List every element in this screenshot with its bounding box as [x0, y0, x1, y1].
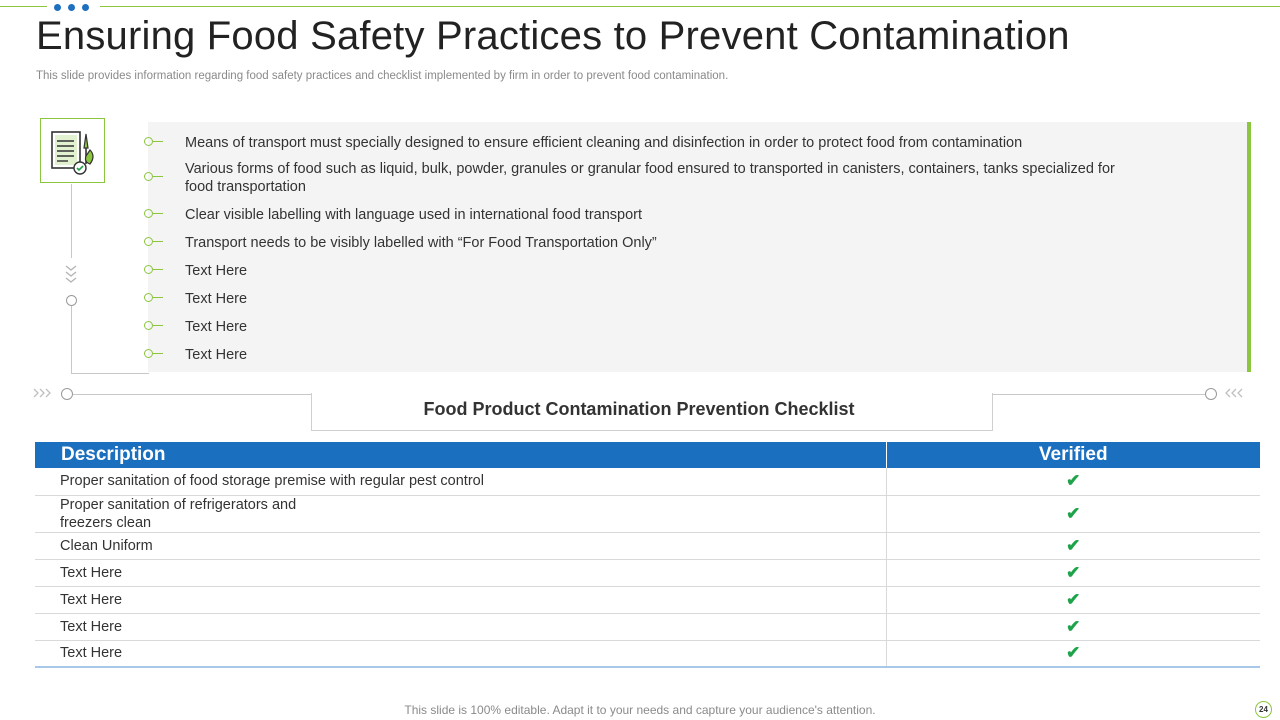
bullet-item [144, 318, 1135, 336]
page-title: Ensuring Food Safety Practices to Prevent Contamination [36, 14, 1070, 58]
chevrons-left-icon [1225, 387, 1247, 399]
table-row [35, 495, 1260, 532]
bullet-item [144, 206, 1135, 224]
top-dots [54, 4, 89, 11]
top-accent-line-right [100, 6, 1280, 7]
bullet-text: Various forms of food such as liquid, bulk, powder, granules or granular food ensured to transported in canisters, containers, tanks specialized for food transportation [185, 161, 1115, 195]
table-row [35, 468, 1260, 495]
table-row [35, 559, 1260, 586]
food-checklist-icon [40, 118, 105, 183]
bullet-marker-icon [144, 207, 166, 221]
bullet-marker-icon [144, 319, 166, 333]
check-icon: ✔ [886, 586, 1260, 613]
bullet-text: Clear visible labelling with language used in international food transport [185, 207, 643, 223]
row-description: Text Here [35, 640, 886, 667]
connector-line-left [73, 394, 312, 395]
bullet-marker-icon [144, 170, 166, 184]
table-row [35, 586, 1260, 613]
checklist-title: Food Product Contamination Prevention Checklist [423, 399, 855, 419]
connector-line-right [992, 394, 1205, 395]
check-icon: ✔ [886, 495, 1260, 532]
column-header-verified: Verified [886, 442, 1260, 468]
column-header-description: Description [35, 442, 886, 468]
bullet-item [144, 160, 1135, 196]
checklist-table [35, 442, 1260, 668]
connector-circle-upper [66, 295, 77, 306]
bullet-text: Transport needs to be visibly labelled with “For Food Transportation Only” [185, 235, 657, 251]
check-icon: ✔ [886, 532, 1260, 559]
check-icon: ✔ [886, 559, 1260, 586]
table-row [35, 613, 1260, 640]
table-row [35, 640, 1260, 667]
check-icon: ✔ [886, 468, 1260, 495]
connector-line-bottom [71, 373, 149, 374]
row-description: Text Here [35, 586, 886, 613]
bullet-marker-icon [144, 135, 166, 149]
chevrons-right-icon [33, 387, 55, 399]
row-description [35, 495, 886, 532]
bullet-marker-icon [144, 235, 166, 249]
check-icon: ✔ [886, 613, 1260, 640]
connector-line-lower [71, 306, 72, 373]
bullet-item [144, 262, 1135, 280]
connector-circle-right [1205, 388, 1217, 400]
page-number: 24 [1255, 701, 1272, 718]
connector-circle-left [61, 388, 73, 400]
top-accent-line-left [0, 6, 47, 7]
bullet-text: Text Here [185, 347, 248, 363]
practices-panel-accent [1247, 122, 1251, 372]
footer-note: This slide is 100% editable. Adapt it to your needs and capture your audience's attention. [404, 703, 876, 717]
bullet-text: Text Here [185, 263, 248, 279]
bullet-text: Text Here [185, 291, 248, 307]
bullet-item [144, 346, 1135, 364]
page-subtitle: This slide provides information regarding food safety practices and checklist implemented by firm in order to prevent food contamination. [36, 70, 729, 82]
table-header-row [35, 442, 1260, 468]
chevrons-down-icon [64, 264, 78, 286]
row-description: Text Here [35, 559, 886, 586]
row-description: Clean Uniform [35, 532, 886, 559]
row-description-text: Proper sanitation of refrigerators and freezers clean [60, 496, 297, 531]
bullet-item [144, 290, 1135, 308]
bullet-marker-icon [144, 291, 166, 305]
bullet-text: Means of transport must specially designed to ensure efficient cleaning and disinfection in order to protect food from contamination [185, 135, 1023, 151]
table-row [35, 532, 1260, 559]
bullet-text: Text Here [185, 319, 248, 335]
connector-line-upper [71, 184, 72, 258]
bullet-item [144, 134, 1135, 152]
row-description: Proper sanitation of food storage premise with regular pest control [35, 468, 886, 495]
bullet-marker-icon [144, 347, 166, 361]
row-description: Text Here [35, 613, 886, 640]
bullet-item [144, 234, 1135, 252]
check-icon: ✔ [886, 640, 1260, 667]
bullet-marker-icon [144, 263, 166, 277]
